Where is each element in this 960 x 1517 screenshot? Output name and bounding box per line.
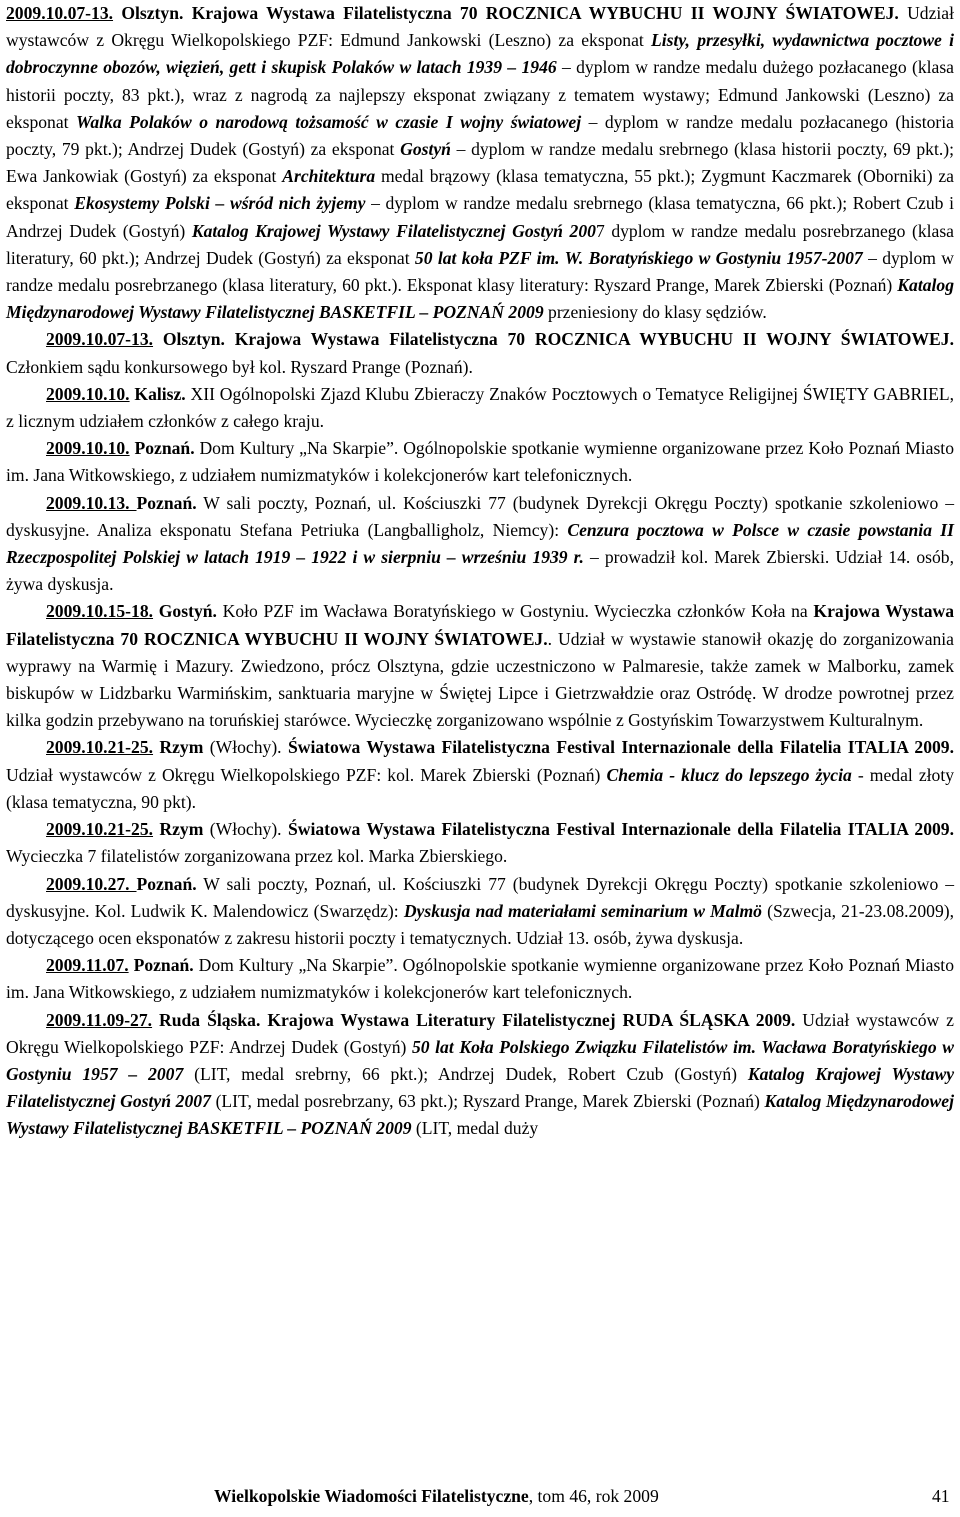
entry-poznan-exchange-1	[6, 435, 954, 489]
entry-text: Wycieczka 7 filatelistów zorganizowana przez kol. Marka Zbierskiego.	[6, 846, 508, 867]
entry-text: – dyplom w randze medalu srebrnego (klasa tematyczna, 66 pkt.); Robert Czub i Andrzej Dudek (Gostyń)	[6, 193, 954, 241]
magazine-issue: , tom 46, rok 2009	[528, 1486, 659, 1506]
entry-text: Koło PZF im Wacława Boratyńskiego w Gostyniu. Wycieczka członków Koła na	[216, 601, 814, 622]
entry-date: 2009.11.07.	[46, 955, 129, 976]
entry-text: (LIT, medal srebrny, 66 pkt.); Andrzej Dudek, Robert Czub (Gostyń)	[183, 1063, 748, 1084]
entry-city: Olsztyn.	[121, 3, 184, 23]
entry-text: – prowadził kol. Marek Zbierski. Udział 14. osób, żywa dyskusja.	[6, 547, 954, 595]
entry-text: – dyplom w randze medalu dużego pozłacanego (klasa historii poczty, 83 pkt.), wraz z nagrodą za najlepszy eksponat związany z tematem wystawy; Edmund Jankowski (Leszno) za eksponat	[6, 57, 954, 132]
event-name: Krajowa Wystawa Filatelistyczna 70 ROCZNICA WYBUCHU II WOJNY ŚWIATOWEJ.	[191, 3, 899, 23]
entry-poznan-exchange-2	[6, 952, 954, 1006]
entry-date: 2009.11.09-27.	[46, 1009, 153, 1030]
event-name: Światowa Wystawa Filatelistyczna Festival Internazionale della Filatelia ITALIA 2009.	[287, 819, 954, 840]
entry-city: Olsztyn.	[162, 329, 225, 350]
document-body	[6, 0, 954, 1143]
entry-text: Dom Kultury „Na Skarpie”. Ogólnopolskie spotkanie wymienne organizowane przez Koło Poznań Miasto im. Jana Witkowskiego, z udziałem numizmatyków i kolekcjonerów kart telefonicznych.	[6, 438, 954, 486]
exhibit-title: Katalog Międzynarodowej Wystawy Filatelistycznej BASKETFIL – POZNAŃ 2009	[6, 1091, 954, 1139]
entry-text: – dyplom w randze medalu pozłacanego (historia poczty, 79 pkt.); Andrzej Dudek (Gostyń) za eksponat	[6, 111, 954, 160]
entry-city: Gostyń.	[158, 601, 217, 622]
entry-kalisz	[6, 381, 954, 435]
page-footer	[0, 1486, 960, 1510]
entry-rome-trip	[6, 816, 954, 870]
entry-text: Udział wystawców z Okręgu Wielkopolskiego PZF: Andrzej Dudek (Gostyń)	[6, 1009, 954, 1057]
entry-city: Kalisz.	[134, 383, 186, 404]
entry-date: 2009.10.21-25.	[46, 737, 154, 758]
entry-text: medal brązowy (klasa tematyczna, 55 pkt.); Zygmunt Kaczmarek (Oborniki) za eksponat	[6, 166, 954, 214]
entry-city: Poznań.	[136, 873, 197, 894]
entry-date: 2009.10.13.	[46, 492, 137, 513]
entry-city: Poznań.	[134, 438, 195, 459]
entry-date: 2009.10.07-13.	[46, 329, 154, 350]
entry-text: – dyplom w randze medalu posrebrzanego (klasa literatury, 60 pkt.). Eksponat klasy literatury: Ryszard Prange, Marek Zbierski (Poznań)	[6, 247, 954, 296]
entry-ruda-slaska	[6, 1007, 954, 1143]
exhibit-title: Katalog Międzynarodowej Wystawy Filatelistycznej BASKETFIL – POZNAŃ 2009	[6, 275, 954, 323]
entry-poznan-training-1	[6, 490, 954, 599]
entry-city: Poznań.	[136, 492, 197, 513]
magazine-citation	[214, 1486, 659, 1507]
entry-text: – dyplom w randze medalu srebrnego (klasa historii poczty, 69 pkt.); Ewa Jankowiak (Gostyń) za eksponat	[6, 139, 954, 187]
exhibit-title: 50 lat Koła Polskiego Związku Filatelistów im. Wacława Boratyńskiego w Gostyniu 1957 – 2007	[6, 1036, 955, 1084]
entry-text: W sali poczty, Poznań, ul. Kościuszki 77 (budynek Dyrekcji Okręgu Poczty) spotkanie szkoleniowo – dyskusyjne. Kol. Ludwik K. Malendowicz (Swarzędz):	[6, 873, 955, 921]
event-name: Krajowa Wystawa Literatury Filatelistycznej RUDA ŚLĄSKA 2009.	[267, 1009, 796, 1030]
event-name: Krajowa Wystawa Filatelistyczna 70 ROCZNICA WYBUCHU II WOJNY ŚWIATOWEJ.	[234, 329, 954, 350]
event-name: Światowa Wystawa Filatelistyczna Festival Internazionale della Filatelia ITALIA 2009.	[287, 737, 954, 758]
entry-text: Dom Kultury „Na Skarpie”. Ogólnopolskie spotkanie wymienne organizowane przez Koło Poznań Miasto im. Jana Witkowskiego, z udziałem numizmatyków i kolekcjonerów kart telefonicznych.	[6, 955, 954, 1003]
exhibit-title: Katalog Krajowej Wystawy Filatelistycznej Gostyń 2007	[6, 1063, 954, 1112]
entry-olsztyn-exhibitors	[6, 0, 954, 326]
event-name: Krajowa Wystawa Filatelistyczna 70 ROCZNICA WYBUCHU II WOJNY ŚWIATOWEJ.	[6, 601, 955, 649]
exhibit-title: Ekosystemy Polski – wśród nich żyjemy	[74, 193, 366, 214]
exhibit-title: Architektura	[282, 166, 376, 187]
entry-text: - medal złoty (klasa tematyczna, 90 pkt).	[6, 764, 955, 812]
entry-text: przeniesiony do klasy sędziów.	[543, 302, 767, 323]
entry-text: (LIT, medal posrebrzany, 63 pkt.); Ryszard Prange, Marek Zbierski (Poznań)	[210, 1091, 765, 1112]
entry-text: (Szwecja, 21-23.08.2009), dotyczącego ocen eksponatów z zakresu historii poczty i tematycznych. Udział 13. osób, żywa dyskusja.	[6, 900, 955, 948]
exhibit-title: 50 lat koła PZF im. W. Boratyńskiego w Gostyniu 1957-2007	[414, 247, 863, 268]
entry-text: Członkiem sądu konkursowego był kol. Ryszard Prange (Poznań).	[6, 356, 473, 377]
entry-city: Rzym	[159, 819, 204, 840]
entry-date: 2009.10.27.	[46, 873, 137, 894]
entry-text: XII Ogólnopolski Zjazd Klubu Zbieraczy Znaków Pocztowych o Tematyce Religijnej ŚWIĘTY GABRIEL, z licznym udziałem członków z całego kraju.	[6, 383, 954, 432]
entry-date: 2009.10.10.	[46, 383, 130, 404]
entry-text: Udział wystawców z Okręgu Wielkopolskiego PZF: Edmund Jankowski (Leszno) za eksponat	[6, 3, 954, 51]
entry-date: 2009.10.21-25.	[46, 819, 154, 840]
entry-text: Udział wystawców z Okręgu Wielkopolskiego PZF: kol. Marek Zbierski (Poznań)	[6, 764, 607, 785]
entry-text: (Włochy).	[203, 737, 288, 758]
exhibit-title: Dyskusja nad materiałami seminarium w Malmö	[403, 900, 762, 921]
exhibit-title: Katalog Krajowej Wystawy Filatelistycznej Gostyń 200	[191, 220, 596, 241]
entry-poznan-training-2	[6, 871, 954, 953]
entry-gostyn-trip	[6, 598, 954, 734]
entry-rome-exhibitors	[6, 734, 954, 816]
entry-text: (Włochy).	[203, 819, 288, 840]
entry-city: Poznań.	[133, 955, 194, 976]
entry-text: (LIT, medal duży	[411, 1118, 539, 1139]
entry-date: 2009.10.07-13.	[6, 3, 114, 23]
exhibit-title: Gostyń	[400, 139, 451, 160]
exhibit-title: Chemia - klucz do lepszego życia	[606, 764, 852, 785]
exhibit-title: Walka Polaków o narodową tożsamość w czasie I wojny światowej	[76, 111, 582, 132]
entry-text: 7 dyplom w randze medalu posrebrzanego (klasa literatury, 60 pkt.); Andrzej Dudek (Gostyń) za eksponat	[6, 220, 954, 268]
magazine-title: Wielkopolskie Wiadomości Filatelistyczne	[214, 1486, 529, 1506]
entry-text: . Udział w wystawie stanowił okazję do zorganizowania wyprawy na Warmię i Mazury. Zwiedzono, prócz Olsztyna, gdzie uczestniczono w Palmaresie, także zamek w Malborku, zamek biskupów w Lidzbarku Warmińskim, sanktuaria maryjne w Świętej Lipce i Gietrzwałdzie oraz Ostródę. W drodze powrotnej przez kilka godzin przebywano na toruńskiej starówce. Wycieczkę zorganizowano wspólnie z Gostyńskim Towarzystwem Kulturalnym.	[6, 628, 954, 731]
exhibit-title: Cenzura pocztowa w Polsce w czasie powstania II Rzeczpospolitej Polskiej w latach 1919 – 1922 i w sierpniu – wrześniu 1939 r.	[6, 519, 954, 568]
entry-text: W sali poczty, Poznań, ul. Kościuszki 77 (budynek Dyrekcji Okręgu Poczty) spotkanie szkoleniowo – dyskusyjne. Analiza eksponatu Stefana Petriuka (Langballigholz, Niemcy):	[6, 492, 955, 540]
entry-date: 2009.10.10.	[46, 438, 130, 459]
entry-olsztyn-jury	[6, 326, 954, 380]
entry-city: Rzym	[159, 737, 204, 758]
exhibit-title: Listy, przesyłki, wydawnictwa pocztowe i dobroczynne obozów, więzień, gett i skupisk Polaków w latach 1939 – 1946	[6, 30, 954, 78]
page-number: 41	[932, 1486, 950, 1506]
entry-date: 2009.10.15-18.	[46, 601, 154, 622]
entry-city: Ruda Śląska.	[159, 1009, 261, 1030]
